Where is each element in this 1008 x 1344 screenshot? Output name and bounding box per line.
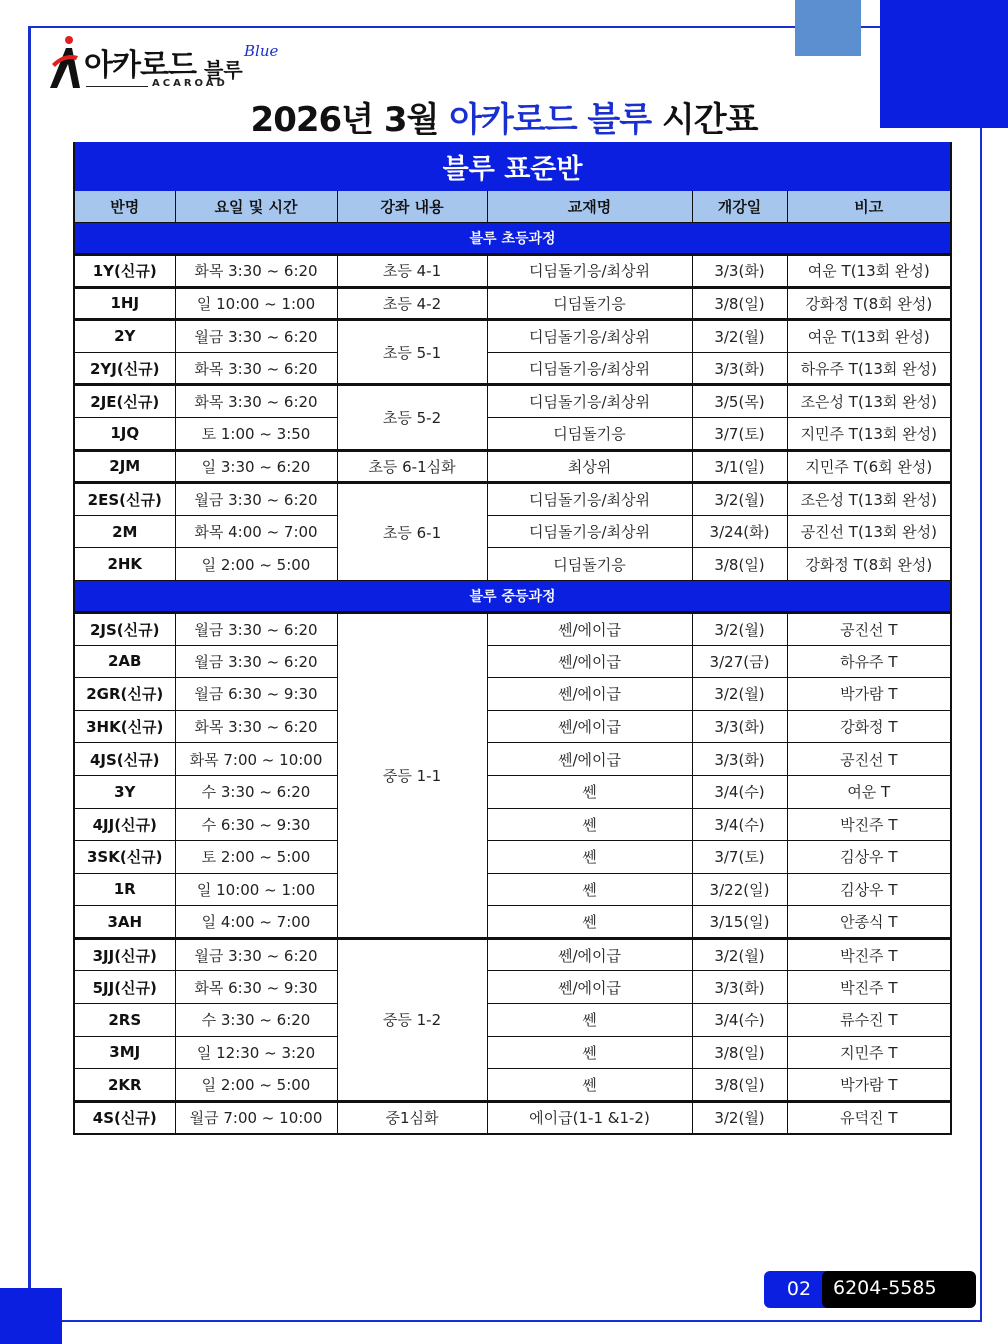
time-cell: 화목 4:00 ~ 7:00 <box>175 515 337 548</box>
book-cell: 쎈 <box>487 775 692 808</box>
time-cell: 화목 7:00 ~ 10:00 <box>175 743 337 776</box>
phone-number: 6204-5585 <box>822 1271 976 1308</box>
note-cell: 김상우 T <box>787 841 951 874</box>
table-row <box>74 678 951 711</box>
class-name-cell: 3AH <box>74 906 175 939</box>
start-date-cell: 3/2(월) <box>692 483 787 516</box>
logo-script: Blue <box>244 42 279 60</box>
time-cell: 수 3:30 ~ 6:20 <box>175 1004 337 1037</box>
note-cell: 박가람 T <box>787 1069 951 1102</box>
class-name-cell: 2Y <box>74 320 175 353</box>
book-cell: 에이급(1-1 &1-2) <box>487 1101 692 1134</box>
course-cell: 초등 6-1심화 <box>337 450 487 483</box>
class-name-cell: 3Y <box>74 775 175 808</box>
note-cell: 류수진 T <box>787 1004 951 1037</box>
table-row <box>74 1069 951 1102</box>
header-book: 교재명 <box>487 191 692 223</box>
book-cell: 쎈/에이급 <box>487 710 692 743</box>
table-banner-row <box>74 143 951 191</box>
note-cell: 안종식 T <box>787 906 951 939</box>
class-name-cell: 2ES(신규) <box>74 483 175 516</box>
book-cell: 디딤돌기응 <box>487 417 692 450</box>
book-cell: 쎈 <box>487 1004 692 1037</box>
class-name-cell: 2JS(신규) <box>74 612 175 645</box>
start-date-cell: 3/2(월) <box>692 1101 787 1134</box>
class-name-cell: 2KR <box>74 1069 175 1102</box>
table-row <box>74 775 951 808</box>
note-cell: 여운 T(13회 완성) <box>787 255 951 288</box>
start-date-cell: 3/27(금) <box>692 645 787 678</box>
start-date-cell: 3/2(월) <box>692 938 787 971</box>
header-start: 개강일 <box>692 191 787 223</box>
note-cell: 지민주 T(13회 완성) <box>787 417 951 450</box>
class-name-cell: 1HJ <box>74 287 175 320</box>
time-cell: 월금 3:30 ~ 6:20 <box>175 320 337 353</box>
table-row <box>74 385 951 418</box>
course-cell: 초등 5-1 <box>337 320 487 385</box>
book-cell: 최상위 <box>487 450 692 483</box>
class-name-cell: 3MJ <box>74 1036 175 1069</box>
table-row <box>74 450 951 483</box>
book-cell: 쎈/에이급 <box>487 612 692 645</box>
book-cell: 쎈/에이급 <box>487 938 692 971</box>
note-cell: 김상우 T <box>787 873 951 906</box>
book-cell: 디딤돌기응 <box>487 287 692 320</box>
page-title <box>0 92 1008 141</box>
time-cell: 화목 6:30 ~ 9:30 <box>175 971 337 1004</box>
book-cell: 쎈 <box>487 841 692 874</box>
schedule-table <box>73 142 952 1135</box>
note-cell: 하유주 T <box>787 645 951 678</box>
header-note: 비고 <box>787 191 951 223</box>
header-time: 요일 및 시간 <box>175 191 337 223</box>
table-header-row <box>74 191 951 223</box>
table-row <box>74 743 951 776</box>
class-name-cell: 2M <box>74 515 175 548</box>
start-date-cell: 3/7(토) <box>692 841 787 874</box>
start-date-cell: 3/3(화) <box>692 352 787 385</box>
start-date-cell: 3/4(수) <box>692 808 787 841</box>
note-cell: 공진선 T <box>787 743 951 776</box>
time-cell: 월금 7:00 ~ 10:00 <box>175 1101 337 1134</box>
book-cell: 디딤돌기응/최상위 <box>487 320 692 353</box>
logo-sub: 블루 <box>204 58 243 82</box>
start-date-cell: 3/8(일) <box>692 1036 787 1069</box>
start-date-cell: 3/8(일) <box>692 287 787 320</box>
class-name-cell: 4S(신규) <box>74 1101 175 1134</box>
time-cell: 일 10:00 ~ 1:00 <box>175 873 337 906</box>
section-title: 블루 초등과정 <box>74 223 951 255</box>
course-cell: 초등 4-1 <box>337 255 487 288</box>
time-cell: 월금 6:30 ~ 9:30 <box>175 678 337 711</box>
class-name-cell: 3SK(신규) <box>74 841 175 874</box>
start-date-cell: 3/8(일) <box>692 548 787 581</box>
logo-english: ACAROAD <box>152 78 228 89</box>
header-course: 강좌 내용 <box>337 191 487 223</box>
title-accent: 아카로드 블루 <box>449 100 652 140</box>
table-row <box>74 1036 951 1069</box>
table-row <box>74 1004 951 1037</box>
book-cell: 디딤돌기응/최상위 <box>487 515 692 548</box>
time-cell: 토 1:00 ~ 3:50 <box>175 417 337 450</box>
start-date-cell: 3/3(화) <box>692 971 787 1004</box>
table-row <box>74 320 951 353</box>
table-row <box>74 352 951 385</box>
table-row <box>74 808 951 841</box>
class-name-cell: 1JQ <box>74 417 175 450</box>
logo-text: 아카로드 <box>84 48 196 83</box>
time-cell: 토 2:00 ~ 5:00 <box>175 841 337 874</box>
table-row <box>74 548 951 581</box>
start-date-cell: 3/8(일) <box>692 1069 787 1102</box>
page-number: 02 <box>764 1271 834 1308</box>
start-date-cell: 3/2(월) <box>692 612 787 645</box>
section-row <box>74 223 951 255</box>
course-cell: 초등 5-2 <box>337 385 487 450</box>
start-date-cell: 3/7(토) <box>692 417 787 450</box>
course-cell: 초등 4-2 <box>337 287 487 320</box>
class-name-cell: 2HK <box>74 548 175 581</box>
table-row <box>74 515 951 548</box>
start-date-cell: 3/3(화) <box>692 255 787 288</box>
table-row <box>74 645 951 678</box>
table-row <box>74 483 951 516</box>
time-cell: 화목 3:30 ~ 6:20 <box>175 385 337 418</box>
time-cell: 일 2:00 ~ 5:00 <box>175 1069 337 1102</box>
section-title: 블루 중등과정 <box>74 580 951 612</box>
runner-logo-icon <box>44 34 84 94</box>
book-cell: 쎈 <box>487 873 692 906</box>
time-cell: 일 3:30 ~ 6:20 <box>175 450 337 483</box>
table-banner: 블루 표준반 <box>74 143 951 191</box>
class-name-cell: 4JS(신규) <box>74 743 175 776</box>
note-cell: 공진선 T <box>787 612 951 645</box>
start-date-cell: 3/3(화) <box>692 743 787 776</box>
table-row <box>74 938 951 971</box>
section-row <box>74 580 951 612</box>
time-cell: 화목 3:30 ~ 6:20 <box>175 352 337 385</box>
note-cell: 박진주 T <box>787 808 951 841</box>
time-cell: 월금 3:30 ~ 6:20 <box>175 612 337 645</box>
table-row <box>74 1101 951 1134</box>
note-cell: 강화정 T(8회 완성) <box>787 548 951 581</box>
table-row <box>74 255 951 288</box>
note-cell: 여운 T(13회 완성) <box>787 320 951 353</box>
start-date-cell: 3/1(일) <box>692 450 787 483</box>
class-name-cell: 2AB <box>74 645 175 678</box>
note-cell: 박진주 T <box>787 971 951 1004</box>
start-date-cell: 3/5(목) <box>692 385 787 418</box>
start-date-cell: 3/2(월) <box>692 320 787 353</box>
table-row <box>74 417 951 450</box>
start-date-cell: 3/15(일) <box>692 906 787 939</box>
course-cell: 중등 1-1 <box>337 612 487 938</box>
note-cell: 유덕진 T <box>787 1101 951 1134</box>
note-cell: 박진주 T <box>787 938 951 971</box>
header-class: 반명 <box>74 191 175 223</box>
time-cell: 화목 3:30 ~ 6:20 <box>175 710 337 743</box>
time-cell: 일 2:00 ~ 5:00 <box>175 548 337 581</box>
book-cell: 디딤돌기응/최상위 <box>487 352 692 385</box>
start-date-cell: 3/24(화) <box>692 515 787 548</box>
book-cell: 쎈 <box>487 1036 692 1069</box>
logo-underline <box>86 86 148 87</box>
class-name-cell: 2GR(신규) <box>74 678 175 711</box>
class-name-cell: 2JE(신규) <box>74 385 175 418</box>
class-name-cell: 3JJ(신규) <box>74 938 175 971</box>
class-name-cell: 4JJ(신규) <box>74 808 175 841</box>
book-cell: 쎈 <box>487 1069 692 1102</box>
title-suffix: 시간표 <box>651 100 758 140</box>
note-cell: 강화정 T <box>787 710 951 743</box>
note-cell: 지민주 T <box>787 1036 951 1069</box>
book-cell: 디딤돌기응 <box>487 548 692 581</box>
table-row <box>74 873 951 906</box>
course-cell: 중등 1-2 <box>337 938 487 1101</box>
book-cell: 디딤돌기응/최상위 <box>487 255 692 288</box>
note-cell: 조은성 T(13회 완성) <box>787 385 951 418</box>
start-date-cell: 3/3(화) <box>692 710 787 743</box>
note-cell: 지민주 T(6회 완성) <box>787 450 951 483</box>
book-cell: 쎈 <box>487 906 692 939</box>
time-cell: 일 12:30 ~ 3:20 <box>175 1036 337 1069</box>
class-name-cell: 1R <box>74 873 175 906</box>
time-cell: 일 4:00 ~ 7:00 <box>175 906 337 939</box>
table-row <box>74 612 951 645</box>
time-cell: 수 3:30 ~ 6:20 <box>175 775 337 808</box>
start-date-cell: 3/4(수) <box>692 1004 787 1037</box>
table-row <box>74 710 951 743</box>
start-date-cell: 3/2(월) <box>692 678 787 711</box>
note-cell: 강화정 T(8회 완성) <box>787 287 951 320</box>
table-row <box>74 906 951 939</box>
note-cell: 공진선 T(13회 완성) <box>787 515 951 548</box>
course-cell: 초등 6-1 <box>337 483 487 581</box>
note-cell: 하유주 T(13회 완성) <box>787 352 951 385</box>
start-date-cell: 3/4(수) <box>692 775 787 808</box>
note-cell: 여운 T <box>787 775 951 808</box>
class-name-cell: 1Y(신규) <box>74 255 175 288</box>
book-cell: 쎈 <box>487 808 692 841</box>
class-name-cell: 2JM <box>74 450 175 483</box>
note-cell: 박가람 T <box>787 678 951 711</box>
class-name-cell: 3HK(신규) <box>74 710 175 743</box>
book-cell: 쎈/에이급 <box>487 743 692 776</box>
table-row <box>74 287 951 320</box>
class-name-cell: 5JJ(신규) <box>74 971 175 1004</box>
table-row <box>74 971 951 1004</box>
book-cell: 쎈/에이급 <box>487 645 692 678</box>
brand-logo <box>44 34 284 94</box>
class-name-cell: 2YJ(신규) <box>74 352 175 385</box>
time-cell: 수 6:30 ~ 9:30 <box>175 808 337 841</box>
class-name-cell: 2RS <box>74 1004 175 1037</box>
corner-decoration-light <box>795 0 861 56</box>
time-cell: 월금 3:30 ~ 6:20 <box>175 938 337 971</box>
title-prefix: 2026년 3월 <box>250 100 450 140</box>
book-cell: 쎈/에이급 <box>487 971 692 1004</box>
time-cell: 월금 3:30 ~ 6:20 <box>175 483 337 516</box>
time-cell: 일 10:00 ~ 1:00 <box>175 287 337 320</box>
course-cell: 중1심화 <box>337 1101 487 1134</box>
book-cell: 쎈/에이급 <box>487 678 692 711</box>
start-date-cell: 3/22(일) <box>692 873 787 906</box>
book-cell: 디딤돌기응/최상위 <box>487 483 692 516</box>
table-row <box>74 841 951 874</box>
time-cell: 화목 3:30 ~ 6:20 <box>175 255 337 288</box>
corner-decoration-bottom-left <box>0 1288 62 1344</box>
time-cell: 월금 3:30 ~ 6:20 <box>175 645 337 678</box>
note-cell: 조은성 T(13회 완성) <box>787 483 951 516</box>
book-cell: 디딤돌기응/최상위 <box>487 385 692 418</box>
